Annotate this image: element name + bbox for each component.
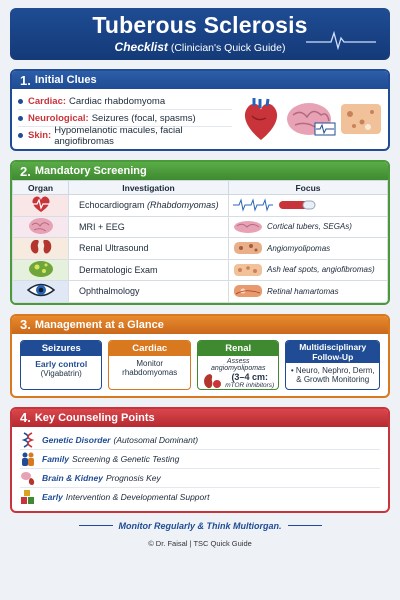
list-item [18,124,232,147]
table-row [13,238,388,260]
focus-cell [229,195,388,217]
bullet-icon [18,116,23,121]
section-header [12,71,388,89]
investigation-name: MRI + EEG [79,221,125,232]
card-text: Monitor rhabdomyomas [122,358,178,377]
investigation-name: Echocardiogram [79,200,145,211]
organ-cell [13,281,69,303]
family-icon [20,451,36,467]
cardiac-card [108,340,190,390]
syringe-icon [277,198,317,212]
column-header: Investigation [69,181,229,195]
card-text: (3–4 cm: [231,372,268,382]
organ-cell [13,195,69,217]
card-title: Renal [198,341,278,356]
brain-icon [28,217,54,235]
clue-text: Seizures (focal, spasms) [91,112,196,124]
organ-cell [13,216,69,238]
investigation-cell [69,238,229,260]
list-item [20,450,380,469]
brain-scan-icon [233,220,263,234]
footer-motto: Monitor Regularly & Think Multiorgan. [118,520,282,531]
list-item [20,488,380,507]
blocks-icon [20,489,36,505]
card-text: Early control [35,358,88,369]
point-text: Intervention & Developmental Support [65,492,210,502]
heart-icon [240,96,282,142]
column-header: Focus [229,181,388,195]
focus-cell [229,281,388,303]
section-number: 2. [20,163,31,179]
page-footer [10,521,390,548]
section-number: 4. [20,410,31,425]
dna-icon [20,432,36,448]
section-header [12,162,388,180]
focus-text: Cortical tubers, SEGAs) [267,222,352,232]
brain-icon [285,99,337,139]
organ-cell [13,259,69,281]
section-title: Management at a Glance [34,318,164,331]
point-highlight: Brain & Kidney [42,472,103,483]
multidisciplinary-card [285,340,380,390]
renal-card [197,340,279,390]
divider [79,525,113,526]
kidney-tissue-icon [233,241,263,255]
skin-lesion-icon [233,263,263,277]
investigation-name: Ophthalmology [79,286,140,297]
bullet-icon [18,133,23,138]
screening-table [12,180,388,303]
management-cards [12,334,388,396]
card-title: Multidisciplinary Follow-Up [286,341,379,363]
skin-icon [28,260,54,278]
point-text: Prognosis Key [105,472,161,483]
clue-text: Hypomelanotic macules, facial angiofibromas [54,124,183,147]
clue-list [12,89,238,149]
point-highlight: Early [42,492,63,502]
eye-icon [27,281,55,299]
investigation-cell [69,281,229,303]
card-text: Assess angiomyolipomas [210,357,266,372]
clue-key: Neurological: [28,112,89,124]
section-title: Mandatory Screening [34,165,147,177]
skin-patch-icon [340,102,382,136]
section-title: Key Counseling Points [34,411,155,424]
focus-text: Ash leaf spots, angiofibromas) [267,265,375,275]
subtitle-rest: (Clinician's Quick Guide) [170,42,286,54]
card-title: Cardiac [109,341,189,356]
investigation-cell [69,259,229,281]
footer-motto-row [10,521,390,531]
counseling-list [12,427,388,511]
section-number: 3. [20,317,31,332]
page-title: Tuberous Sclerosis [92,12,308,38]
focus-cell [229,259,388,281]
investigation-cell [69,216,229,238]
organ-cell [13,238,69,260]
point-text: Screening & Genetic Testing [71,453,180,464]
card-text: & Growth Monitoring [296,374,370,384]
section-header [12,316,388,334]
table-row [13,281,388,303]
focus-text: Retinal hamartomas [267,286,339,296]
heart-icon [30,195,52,213]
brain-kidney-icon [20,470,36,486]
investigation-cell [69,195,229,217]
section-counseling [10,407,390,513]
clue-illustrations [238,89,388,149]
list-item [18,93,232,110]
card-text: mTOR inhibitors) [225,382,275,389]
section-initial-clues [10,69,390,151]
kidney-icon [202,372,222,390]
ecg-line-icon [306,30,376,50]
retina-icon [233,284,263,298]
table-row [13,259,388,281]
clue-key: Skin: [28,130,52,141]
investigation-name: Dermatologic Exam [79,264,158,275]
ecg-wave-icon [233,198,273,212]
subtitle-bold: Checklist [114,40,168,54]
section-mandatory-screening [10,160,390,305]
table-header-row [13,181,388,195]
footer-credit: © Dr. Faisal | TSC Quick Guide [148,538,252,548]
point-highlight: Family [42,453,69,464]
column-header: Organ [13,181,69,195]
clue-text: Cardiac rhabdomyoma [69,95,166,107]
section-header [12,409,388,427]
card-title: Seizures [21,341,101,356]
list-item [20,431,380,450]
page-header [10,8,390,60]
point-text: (Autosomal Dominant) [113,434,199,445]
card-text: (Vigabatrin) [40,368,82,378]
section-management [10,314,390,398]
seizures-card [20,340,102,390]
clue-key: Cardiac: [28,95,67,107]
investigation-detail: (Rhabdomyomas) [147,200,219,211]
table-row [13,216,388,238]
card-text: • Neuro, Nephro, Derm, [290,365,375,375]
point-highlight: Genetic Disorder [42,434,111,445]
focus-cell [229,238,388,260]
section-number: 1. [20,72,31,88]
focus-text: Angiomyolipomas [267,243,331,253]
kidney-icon [29,238,53,256]
divider [288,525,322,526]
table-row [13,195,388,217]
investigation-name: Renal Ultrasound [79,243,149,254]
section-title: Initial Clues [34,74,97,86]
bullet-icon [18,99,23,104]
list-item [20,469,380,488]
focus-cell [229,216,388,238]
